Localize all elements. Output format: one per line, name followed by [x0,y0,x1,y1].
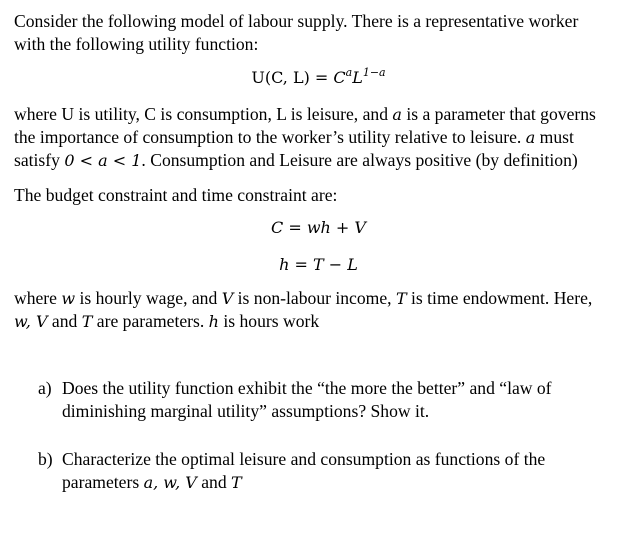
explanation-line-3-prefix: satisfy [14,150,65,170]
var-v: V [221,289,234,308]
explanation-line-1-suffix: is a parameter that governs [401,104,596,124]
var-t: T [81,312,93,331]
variables-text: is time endowment. Here, [406,288,593,308]
time-constraint-text: h = T − L [279,255,358,274]
explanation-line-1-prefix: where U is utility, C is consumption, L is leisure, and [14,104,393,124]
intro-paragraph [14,10,634,56]
var-w: w [61,289,76,308]
variables-text: where [14,288,62,308]
utility-base-c: C [333,68,346,87]
intro-line-1: Consider the following model of labour supply. There is a representative worker [14,11,579,31]
question-b-line-1: Characterize the optimal leisure and consumption as functions of the [62,449,546,469]
variables-text: are parameters. [92,311,209,331]
utility-exp-c: a [345,66,353,79]
utility-lhs: U(C, L) = [251,68,329,87]
vars-w-v: w, V [14,312,48,331]
explanation-line-2-suffix: must [535,127,574,147]
question-b-line-2-prefix: parameters [62,472,144,492]
variables-text: is hours work [218,311,320,331]
utility-explanation-paragraph [14,103,634,172]
variables-text: is non-labour income, [233,288,396,308]
utility-exp-l: 1−a [362,66,386,79]
question-b-var-t: T [231,473,242,492]
parameter-range: 0 < a < 1 [64,151,142,170]
question-body [62,377,602,423]
question-body [62,448,602,494]
question-a-line-2: diminishing marginal utility” assumptions? Show it. [62,401,430,421]
var-t: T [395,289,407,308]
time-constraint-equation [0,254,637,276]
question-label: a) [38,378,52,398]
budget-constraint-equation [0,217,637,239]
variables-text: and [47,311,82,331]
question-a-line-1: Does the utility function exhibit the “the more the better” and “law of [62,378,552,398]
variables-explanation-paragraph [14,287,634,333]
intro-line-2: with the following utility function: [14,34,259,54]
explanation-line-2-var: a [525,128,536,147]
question-b-vars: a, w, V [143,473,197,492]
question-label: b) [38,449,53,469]
utility-function-equation [0,67,637,89]
constraints-intro [14,184,634,207]
explanation-line-3-suffix: . Consumption and Leisure are always positive (by definition) [141,150,578,170]
utility-base-l: L [352,68,363,87]
question-b-and: and [196,472,232,492]
variables-text: is hourly wage, and [75,288,222,308]
explanation-line-1-var: a [392,105,402,124]
budget-constraint-text: C = wh + V [271,218,366,237]
explanation-line-2-prefix: the importance of consumption to the worker’s utility relative to leisure. [14,127,526,147]
var-h: h [208,312,219,331]
constraints-intro-text: The budget constraint and time constraint are: [14,185,338,205]
